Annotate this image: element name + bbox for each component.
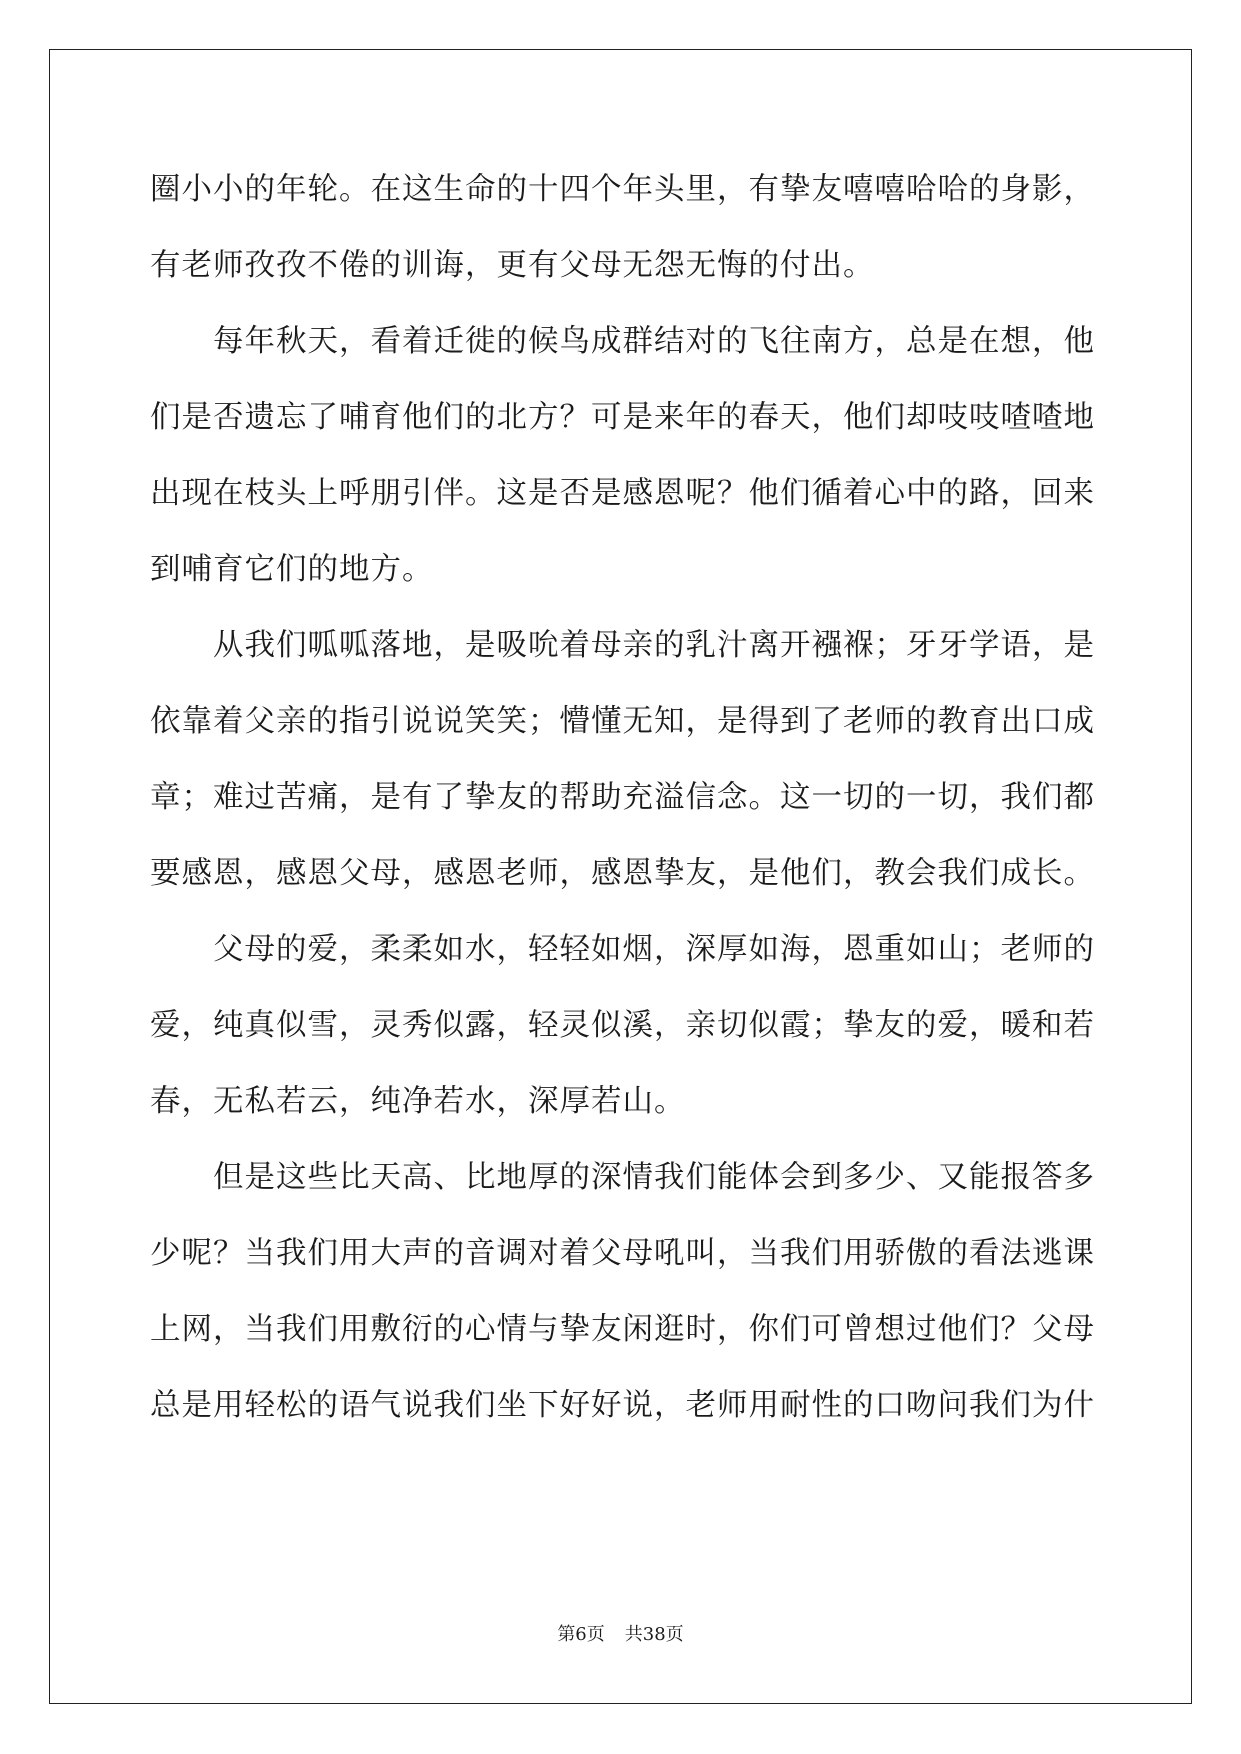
text-line: 们是否遗忘了哺育他们的北方？可是来年的春天，他们却吱吱喳喳地 xyxy=(150,400,1095,435)
text-line: 有老师孜孜不倦的训诲，更有父母无怨无悔的付出。 xyxy=(150,248,875,283)
text-line: 上网，当我们用敷衍的心情与挚友闲逛时，你们可曾想过他们？父母 xyxy=(150,1312,1095,1347)
text-line: 春，无私若云，纯净若水，深厚若山。 xyxy=(150,1084,686,1119)
text-line: 父母的爱，柔柔如水，轻轻如烟，深厚如海，恩重如山；老师的 xyxy=(213,932,1095,967)
text-line: 爱，纯真似雪，灵秀似露，轻灵似溪，亲切似霞；挚友的爱，暖和若 xyxy=(150,1008,1095,1043)
text-line: 要感恩，感恩父母，感恩老师，感恩挚友，是他们，教会我们成长。 xyxy=(150,856,1095,891)
page-number: 第6页 xyxy=(557,1624,605,1645)
text-line: 出现在枝头上呼朋引伴。这是否是感恩呢？他们循着心中的路，回来 xyxy=(150,476,1095,511)
text-line: 章；难过苦痛，是有了挚友的帮助充溢信念。这一切的一切，我们都 xyxy=(150,780,1095,815)
page-footer xyxy=(0,1620,1241,1646)
text-line: 从我们呱呱落地，是吸吮着母亲的乳汁离开襁褓；牙牙学语，是 xyxy=(213,628,1095,663)
text-line: 到哺育它们的地方。 xyxy=(150,552,434,587)
page-total: 共38页 xyxy=(624,1624,684,1645)
document-body xyxy=(150,162,1095,1454)
text-line: 但是这些比天高、比地厚的深情我们能体会到多少、又能报答多 xyxy=(213,1160,1095,1195)
text-line: 少呢？当我们用大声的音调对着父母吼叫，当我们用骄傲的看法逃课 xyxy=(150,1236,1095,1271)
text-line: 每年秋天，看着迁徙的候鸟成群结对的飞往南方，总是在想，他 xyxy=(213,324,1095,359)
text-line: 圈小小的年轮。在这生命的十四个年头里，有挚友嘻嘻哈哈的身影， xyxy=(150,172,1095,207)
text-line: 依靠着父亲的指引说说笑笑；懵懂无知，是得到了老师的教育出口成 xyxy=(150,704,1095,739)
text-line: 总是用轻松的语气说我们坐下好好说，老师用耐性的口吻问我们为什 xyxy=(150,1388,1095,1423)
